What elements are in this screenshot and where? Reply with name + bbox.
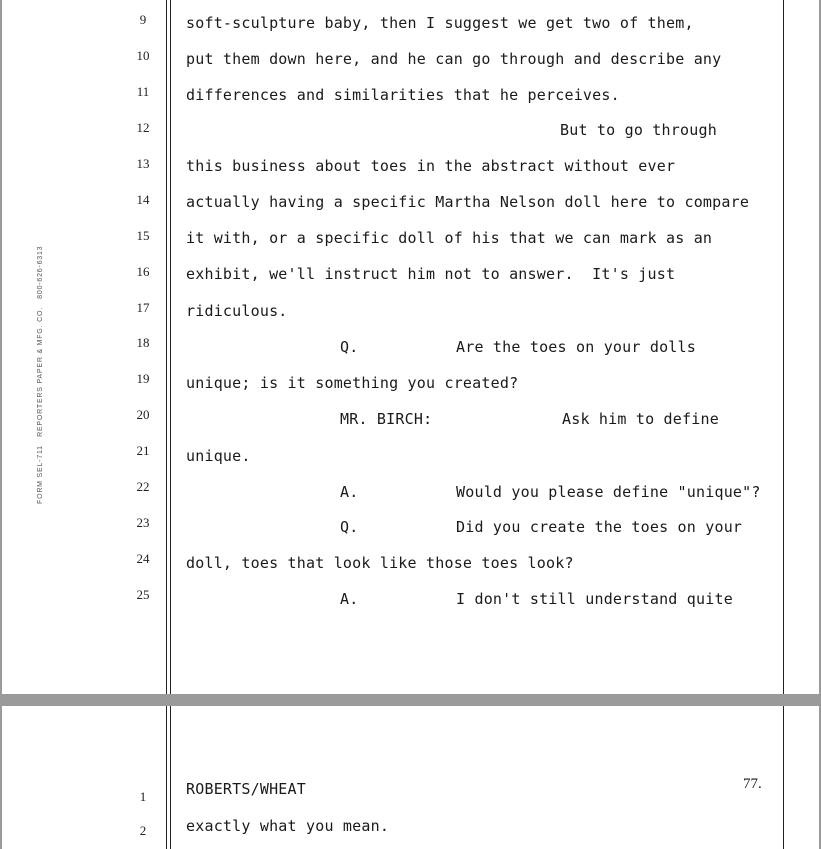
speaker-label: MR. BIRCH: [340, 410, 433, 428]
line-number: 23 [136, 515, 150, 530]
line-number: 16 [136, 264, 150, 279]
line-number: 9 [139, 12, 147, 27]
margin-rule-right [783, 0, 784, 694]
line-number: 20 [136, 407, 150, 422]
margin-rule-left-2 [170, 0, 171, 694]
margin-rule-left-1 [166, 0, 167, 694]
line-number: 11 [136, 84, 150, 99]
line-number: 15 [136, 228, 150, 243]
line-number: 18 [136, 335, 150, 350]
transcript-line: soft-sculpture baby, then I suggest we get two of them, [186, 14, 694, 32]
margin-rule-left-1 [166, 706, 167, 849]
transcript-line: Ask him to define [562, 410, 719, 428]
line-number: 2 [139, 823, 147, 838]
transcript-line: Would you please define "unique"? [456, 483, 761, 501]
transcript-line: put them down here, and he can go through and describe any [186, 50, 722, 68]
transcript-line: ridiculous. [186, 302, 288, 320]
transcript-line: differences and similarities that he perceives. [186, 86, 620, 104]
line-number: 19 [136, 371, 150, 386]
transcript-line: exactly what you mean. [186, 817, 390, 835]
transcript-line: this business about toes in the abstract without ever [186, 157, 676, 175]
speaker-label: Q. [340, 338, 359, 356]
transcript-line: doll, toes that look like those toes look? [186, 554, 574, 572]
transcript-line: exhibit, we'll instruct him not to answer. It's just [186, 265, 676, 283]
line-number: 13 [136, 156, 150, 171]
transcript-line: I don't still understand quite [456, 590, 733, 608]
transcript-line: unique; is it something you created? [186, 374, 519, 392]
transcript-line: ROBERTS/WHEAT [186, 780, 306, 798]
transcript-line: But to go through [560, 121, 717, 139]
line-number: 21 [136, 443, 150, 458]
line-number: 24 [136, 551, 150, 566]
transcript-line: actually having a specific Martha Nelson doll here to compare [186, 193, 750, 211]
line-number: 1 [139, 789, 147, 804]
line-number: 25 [136, 587, 150, 602]
transcript-line: unique. [186, 447, 251, 465]
line-number: 14 [136, 192, 150, 207]
line-number: 10 [136, 48, 150, 63]
page-number: 77. [743, 776, 762, 792]
transcript-line: Are the toes on your dolls [456, 338, 696, 356]
transcript-page-top [2, 0, 819, 694]
transcript-line: Did you create the toes on your [456, 518, 743, 536]
line-number: 22 [136, 479, 150, 494]
speaker-label: Q. [340, 518, 359, 536]
margin-rule-left-2 [170, 706, 171, 849]
transcript-page-bottom [2, 706, 819, 849]
transcript-line: it with, or a specific doll of his that we can mark as an [186, 229, 713, 247]
speaker-label: A. [340, 590, 359, 608]
margin-rule-right [783, 706, 784, 849]
line-number: 17 [136, 300, 150, 315]
line-number: 12 [136, 120, 150, 135]
form-side-label: FORM SEL-711 REPORTERS PAPER & MFG. CO. 800-626-6313 [37, 245, 44, 504]
speaker-label: A. [340, 483, 359, 501]
